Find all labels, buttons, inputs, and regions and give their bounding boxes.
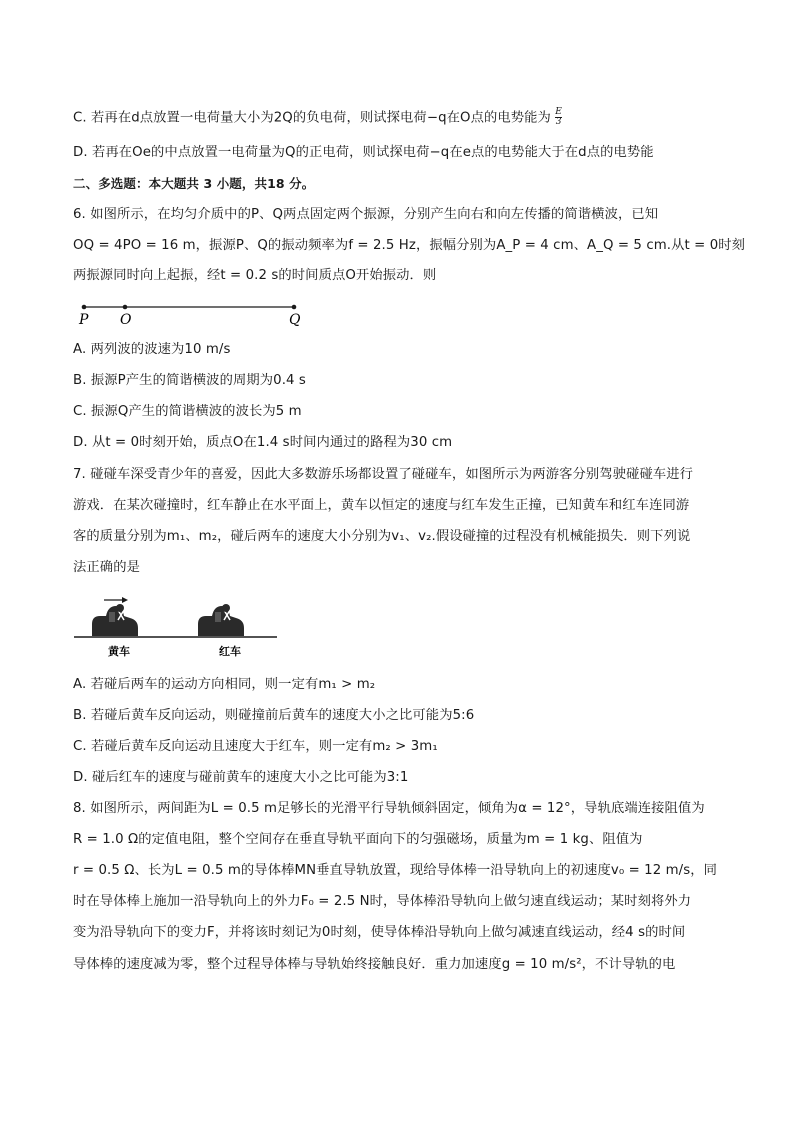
q7-stem-line3: 客的质量分别为m₁、m₂，碰后两车的速度大小分别为v₁、v₂.假设碰撞的过程没有机械能损失．则下列说 [73, 529, 691, 544]
q7-stem-line2: 游戏．在某次碰撞时，红车静止在水平面上，黄车以恒定的速度与红车发生正撞，已知黄车和红车连同游 [73, 498, 690, 513]
q8-stem-line2: R = 1.0 Ω的定值电阻，整个空间存在垂直导轨平面向下的匀强磁场，质量为m = 1 kg、阻值为 [73, 832, 643, 847]
label-red-car: 红车 [219, 645, 241, 658]
q8-stem-line1: 8. 如图所示，两间距为L = 0.5 m足够长的光滑平行导轨倾斜固定，倾角为α = 12°，导轨底端连接阻值为 [73, 801, 705, 816]
fraction-e-over-3 [555, 108, 562, 127]
fraction-numerator: E [555, 107, 562, 117]
q6-option-c: C. 振源Q产生的简谐横波的波长为5 m [73, 404, 302, 419]
q7-option-c: C. 若碰后黄车反向运动且速度大于红车，则一定有m₂ > 3m₁ [73, 739, 438, 754]
label-yellow-car: 黄车 [108, 645, 130, 658]
label-o: O [120, 312, 132, 328]
red-car-icon [198, 604, 244, 636]
point-o [123, 305, 128, 310]
q5-option-d: D. 若再在Oe的中点放置一电荷量为Q的正电荷，则试探电荷−q在e点的电势能大于在d点的电势能 [73, 145, 654, 160]
section-heading-multiple-choice: 二、多选题：本大题共 3 小题，共18 分。 [73, 176, 315, 191]
q7-option-b: B. 若碰后黄车反向运动，则碰撞前后黄车的速度大小之比可能为5:6 [73, 708, 475, 723]
q7-figure-bumper-cars [72, 592, 282, 660]
label-p: P [79, 312, 89, 328]
q8-stem-line6: 导体棒的速度减为零，整个过程导体棒与导轨始终接触良好．重力加速度g = 10 m/s²，不计导轨的电 [73, 957, 676, 972]
velocity-arrow-icon [122, 597, 128, 603]
q7-option-d: D. 碰后红车的速度与碰前黄车的速度大小之比可能为3:1 [73, 770, 409, 785]
q5-option-c-text: C. 若再在d点放置一电荷量大小为2Q的负电荷，则试探电荷−q在O点的电势能为 [73, 110, 551, 126]
q7-stem-line4: 法正确的是 [73, 560, 140, 575]
q7-option-a: A. 若碰后两车的运动方向相同，则一定有m₁ > m₂ [73, 677, 376, 692]
q6-option-b: B. 振源P产生的简谐横波的周期为0.4 s [73, 373, 306, 388]
point-q [292, 305, 297, 310]
fraction-denominator: 3 [555, 117, 562, 127]
q8-stem-line3: r = 0.5 Ω、长为L = 0.5 m的导体棒MN垂直导轨放置，现给导体棒一沿导轨向上的初速度v₀ = 12 m/s，同 [73, 863, 718, 878]
q6-option-a: A. 两列波的波速为10 m/s [73, 342, 231, 357]
label-q: Q [289, 312, 301, 328]
q6-figure-line-poq [70, 298, 310, 328]
q7-stem-line1: 7. 碰碰车深受青少年的喜爱，因此大多数游乐场都设置了碰碰车，如图所示为两游客分别驾驶碰碰车进行 [73, 467, 694, 482]
q6-stem-line3: 两振源同时向上起振，经t = 0.2 s的时间质点O开始振动．则 [73, 268, 437, 283]
q5-option-c [73, 108, 562, 129]
q6-stem-line2: OQ = 4PO = 16 m，振源P、Q的振动频率为f = 2.5 Hz，振幅分别为A_P = 4 cm、A_Q = 5 cm.从t = 0时刻 [73, 238, 746, 253]
yellow-car-icon [92, 604, 138, 636]
point-p [82, 305, 87, 310]
q6-option-d: D. 从t = 0时刻开始，质点O在1.4 s时间内通过的路程为30 cm [73, 435, 453, 450]
q8-stem-line4: 时在导体棒上施加一沿导轨向上的外力F₀ = 2.5 N时，导体棒沿导轨向上做匀速直线运动；某时刻将外力 [73, 894, 692, 909]
q8-stem-line5: 变为沿导轨向下的变力F，并将该时刻记为0时刻，使导体棒沿导轨向上做匀减速直线运动，经4 s的时间 [73, 925, 686, 940]
q6-stem-line1: 6. 如图所示，在均匀介质中的P、Q两点固定两个振源，分别产生向右和向左传播的简谐横波，已知 [73, 207, 659, 222]
